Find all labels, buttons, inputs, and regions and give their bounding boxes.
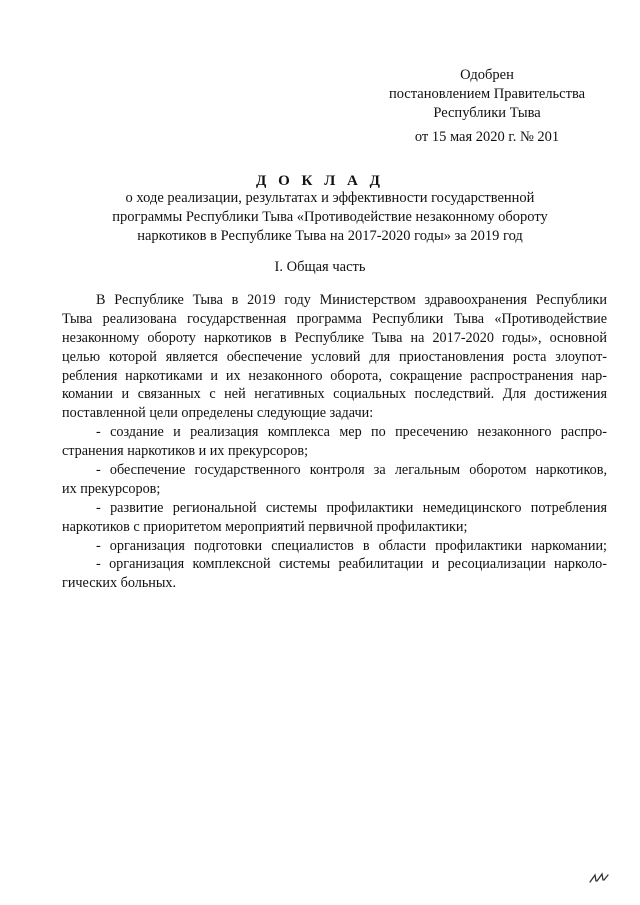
body-line: В Республике Тыва в 2019 году Министерством здравоохранения Республики: [96, 292, 607, 308]
body-line: поставленной цели определены следующие задачи:: [62, 405, 374, 422]
subtitle-line: программы Республики Тыва «Противодействие незаконному обороту: [112, 209, 548, 225]
task-item: - организация комплексной системы реабилитации и ресоциализации нарколо-: [96, 556, 607, 573]
handwritten-mark-icon: [588, 872, 610, 884]
body-line: странения наркотиков и их прекурсоров;: [62, 443, 309, 460]
body-line: комании и связанных с ней негативных социальных последствий. Для достижения: [62, 386, 607, 403]
task-item: - создание и реализация комплекса мер по пресечению незаконного распро-: [96, 424, 607, 441]
approval-stamp: [372, 66, 602, 147]
subtitle-line: наркотиков в Республике Тыва на 2017-2020 годы» за 2019 год: [137, 228, 523, 244]
approval-line: Республики Тыва: [433, 105, 541, 121]
body-line: наркотиков с приоритетом мероприятий первичной профилактики;: [62, 518, 468, 535]
body-line: целью которой является обеспечение условий для приостановления роста злоупот-: [62, 348, 607, 365]
body-line: Тыва реализована государственная программа Республики Тыва «Противодействие: [62, 310, 607, 327]
task-item: - развитие региональной системы профилактики немедицинского потребления: [96, 499, 607, 516]
document-title: Д О К Л А Д: [256, 173, 384, 189]
task-item: - организация подготовки специалистов в области профилактики наркомании;: [96, 537, 607, 554]
body-line: ребления наркотиками и их незаконного оборота, сокращение распространения нар-: [62, 367, 607, 384]
subtitle-line: о ходе реализации, результатах и эффективности государственной: [125, 190, 535, 206]
body-line: их прекурсоров;: [62, 480, 161, 497]
task-item: - обеспечение государственного контроля за легальным оборотом наркотиков,: [96, 462, 607, 479]
body-line: гических больных.: [62, 575, 177, 592]
body-text: [62, 291, 607, 593]
body-line: незаконному обороту наркотиков в Республике Тыва на 2017-2020 годы», основной: [62, 329, 607, 346]
approval-date-line: от 15 мая 2020 г. № 201: [414, 129, 560, 145]
approval-line: постановлением Правительства: [388, 86, 586, 102]
approval-line: Одобрен: [460, 67, 514, 83]
document-subtitle: [60, 189, 600, 246]
section-heading: I. Общая часть: [274, 259, 366, 275]
